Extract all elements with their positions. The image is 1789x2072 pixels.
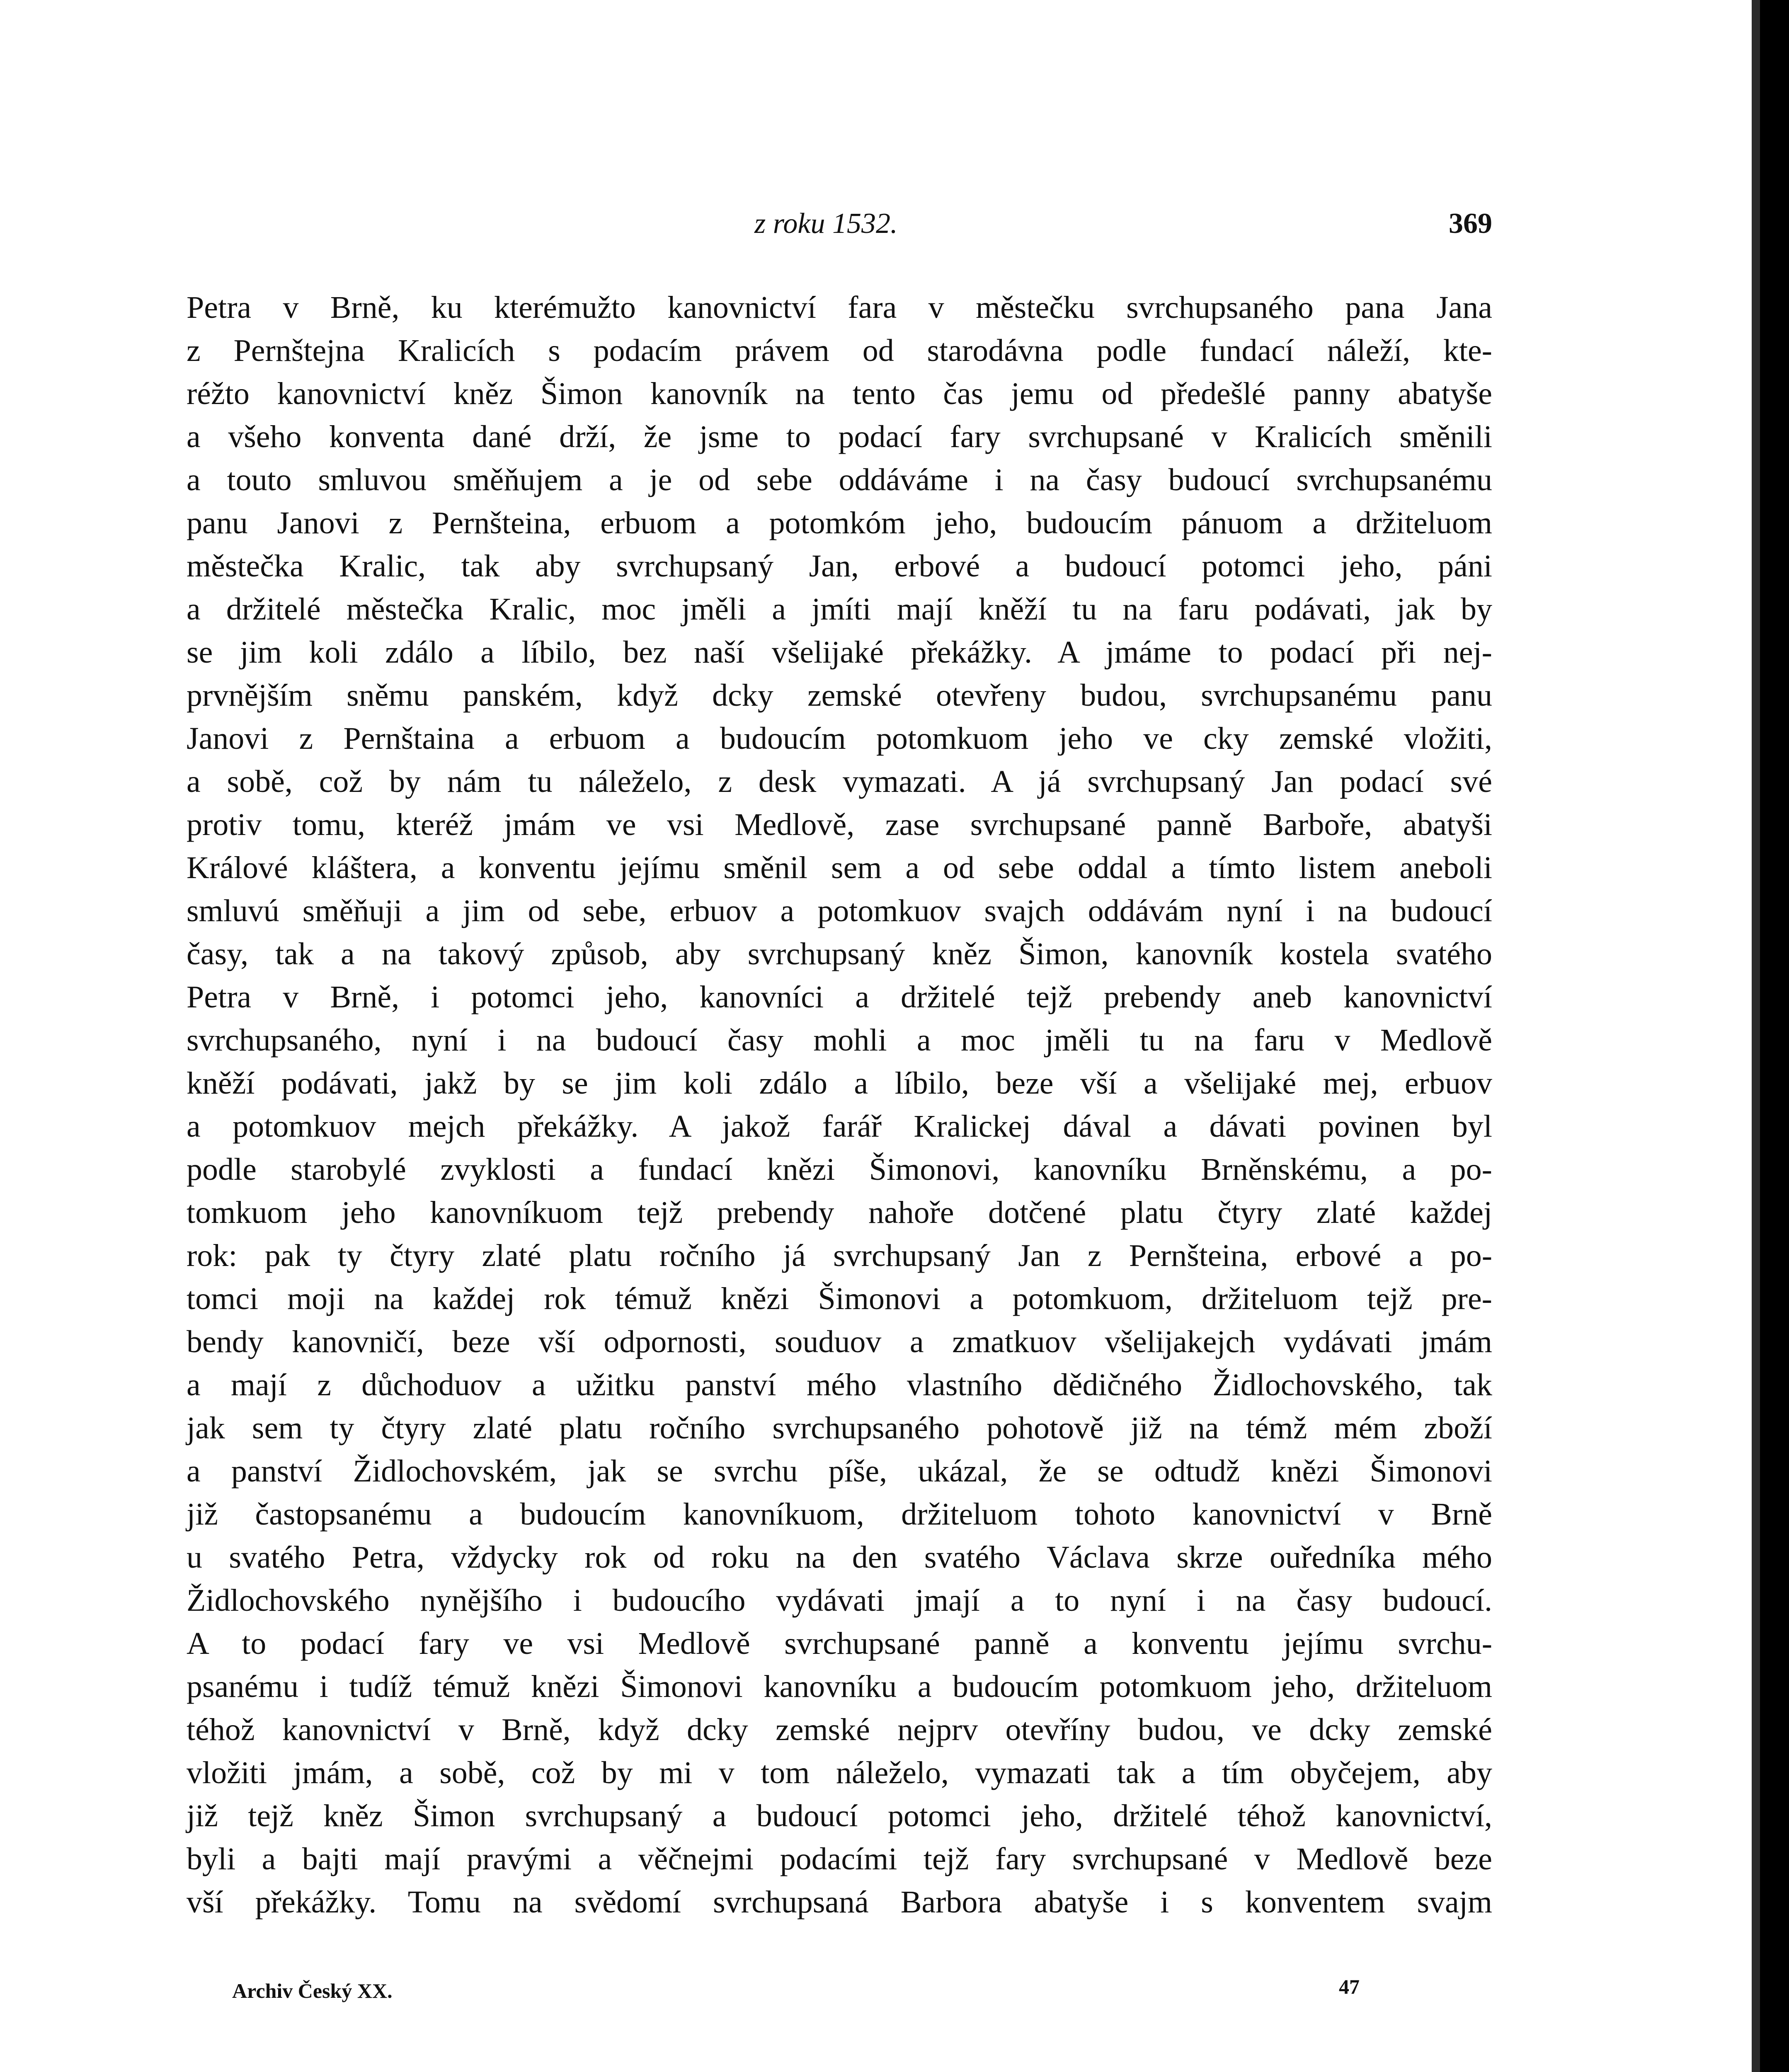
text-line: protiv tomu, kteréž jmám ve vsi Medlově, zase svrchupsané panně Barboře, abatyši bbox=[187, 807, 1492, 842]
text-line: u svatého Petra, vždycky rok od roku na den svatého Václava skrze ouředníka mého bbox=[187, 1540, 1492, 1575]
text-line: již častopsanému a budoucím kanovníkuom, držiteluom tohoto kanovnictví v Brně bbox=[187, 1497, 1492, 1532]
text-line: tomci moji na každej rok témuž knězi Šimonovi a potomkuom, držiteluom tejž pre- bbox=[187, 1281, 1492, 1316]
text-line: z Pernštejna Kralicích s podacím právem od starodávna podle fundací náleží, kte- bbox=[187, 333, 1492, 368]
text-line: a sobě, což by nám tu náleželo, z desk vymazati. A já svrchupsaný Jan podací své bbox=[187, 764, 1492, 799]
text-line: panu Janovi z Pernšteina, erbuom a potomkóm jeho, budoucím pánuom a držiteluom bbox=[187, 506, 1492, 540]
text-line: a mají z důchoduov a užitku panství mého vlastního dědičného Židlochovského, tak bbox=[187, 1368, 1492, 1402]
text-line: Židlochovského nynějšího i budoucího vydávati jmají a to nyní i na časy budoucí. bbox=[187, 1583, 1492, 1618]
text-line: bendy kanovničí, beze vší odpornosti, souduov a zmatkuov všelijakejch vydávati jmám bbox=[187, 1324, 1492, 1359]
text-line: vší překážky. Tomu na svědomí svrchupsaná Barbora abatyše i s konventem svajm bbox=[187, 1885, 1492, 1920]
text-line: a držitelé městečka Kralic, moc jměli a jmíti mají kněží tu na faru podávati, jak by bbox=[187, 592, 1492, 627]
text-line: Petra v Brně, ku kterémužto kanovnictví fara v městečku svrchupsaného pana Jana bbox=[187, 290, 1492, 325]
text-line: réžto kanovnictví kněz Šimon kanovník na tento čas jemu od předešlé panny abatyše bbox=[187, 376, 1492, 411]
page-footer bbox=[232, 1975, 1393, 2012]
text-line: tomkuom jeho kanovníkuom tejž prebendy nahoře dotčené platu čtyry zlaté každej bbox=[187, 1195, 1492, 1230]
text-line: psanému i tudíž témuž knězi Šimonovi kanovníku a budoucím potomkuom jeho, držiteluom bbox=[187, 1669, 1492, 1704]
text-line: již tejž kněz Šimon svrchupsaný a budoucí potomci jeho, držitelé téhož kanovnictví, bbox=[187, 1798, 1492, 1833]
text-line: a všeho konventa dané drží, že jsme to podací fary svrchupsané v Kralicích směnili bbox=[187, 419, 1492, 454]
text-line: časy, tak a na takový způsob, aby svrchupsaný kněz Šimon, kanovník kostela svatého bbox=[187, 937, 1492, 971]
text-line: jak sem ty čtyry zlaté platu ročního svrchupsaného pohotově již na témž mém zboží bbox=[187, 1411, 1492, 1445]
text-line: kněží podávati, jakž by se jim koli zdálo a líbilo, beze vší a všelijaké mej, erbuov bbox=[187, 1066, 1492, 1101]
running-title: z roku 1532. bbox=[754, 208, 898, 240]
footer-source: Archiv Český XX. bbox=[232, 1979, 393, 2002]
text-line: městečka Kralic, tak aby svrchupsaný Jan, erbové a budoucí potomci jeho, páni bbox=[187, 549, 1492, 583]
text-line: rok: pak ty čtyry zlaté platu ročního já svrchupsaný Jan z Pernšteina, erbové a po- bbox=[187, 1238, 1492, 1273]
text-line: vložiti jmám, a sobě, což by mi v tom náleželo, vymazati tak a tím obyčejem, aby bbox=[187, 1755, 1492, 1790]
text-line: svrchupsaného, nyní i na budoucí časy mohli a moc jměli tu na faru v Medlově bbox=[187, 1023, 1492, 1058]
text-line: Králové kláštera, a konventu jejímu směnil sem a od sebe oddal a tímto listem aneboli bbox=[187, 850, 1492, 885]
text-line: A to podací fary ve vsi Medlově svrchupsané panně a konventu jejímu svrchu- bbox=[187, 1626, 1492, 1661]
text-line: a potomkuov mejch překážky. A jakož farář Kralickej dával a dávati povinen byl bbox=[187, 1109, 1492, 1144]
footer-signature: 47 bbox=[1339, 1975, 1360, 1998]
body-text bbox=[187, 286, 1492, 1924]
text-line: smluvú směňuji a jim od sebe, erbuov a potomkuov svajch oddávám nyní i na budoucí bbox=[187, 893, 1492, 928]
scan-edge-shadow bbox=[1752, 0, 1760, 2072]
text-line: téhož kanovnictví v Brně, když dcky zemské nejprv otevříny budou, ve dcky zemské bbox=[187, 1712, 1492, 1747]
text-line: prvnějším sněmu panském, když dcky zemské otevřeny budou, svrchupsanému panu bbox=[187, 678, 1492, 713]
text-line: a touto smluvou směňujem a je od sebe oddáváme i na časy budoucí svrchupsanému bbox=[187, 462, 1492, 497]
text-line: Petra v Brně, i potomci jeho, kanovníci a držitelé tejž prebendy aneb kanovnictví bbox=[187, 980, 1492, 1014]
text-line: se jim koli zdálo a líbilo, bez naší všelijaké překážky. A jmáme to podací při nej- bbox=[187, 635, 1492, 670]
scan-edge-border bbox=[1760, 0, 1789, 2072]
page-number: 369 bbox=[1449, 208, 1492, 240]
text-line: Janovi z Pernštaina a erbuom a budoucím potomkuom jeho ve cky zemské vložiti, bbox=[187, 721, 1492, 756]
text-line: a panství Židlochovském, jak se svrchu píše, ukázal, že se odtudž knězi Šimonovi bbox=[187, 1454, 1492, 1489]
page-header bbox=[187, 207, 1492, 257]
text-line: podle starobylé zvyklosti a fundací knězi Šimonovi, kanovníku Brněnskému, a po- bbox=[187, 1152, 1492, 1187]
text-line: byli a bajti mají pravými a věčnejmi podacími tejž fary svrchupsané v Medlově beze bbox=[187, 1842, 1492, 1876]
